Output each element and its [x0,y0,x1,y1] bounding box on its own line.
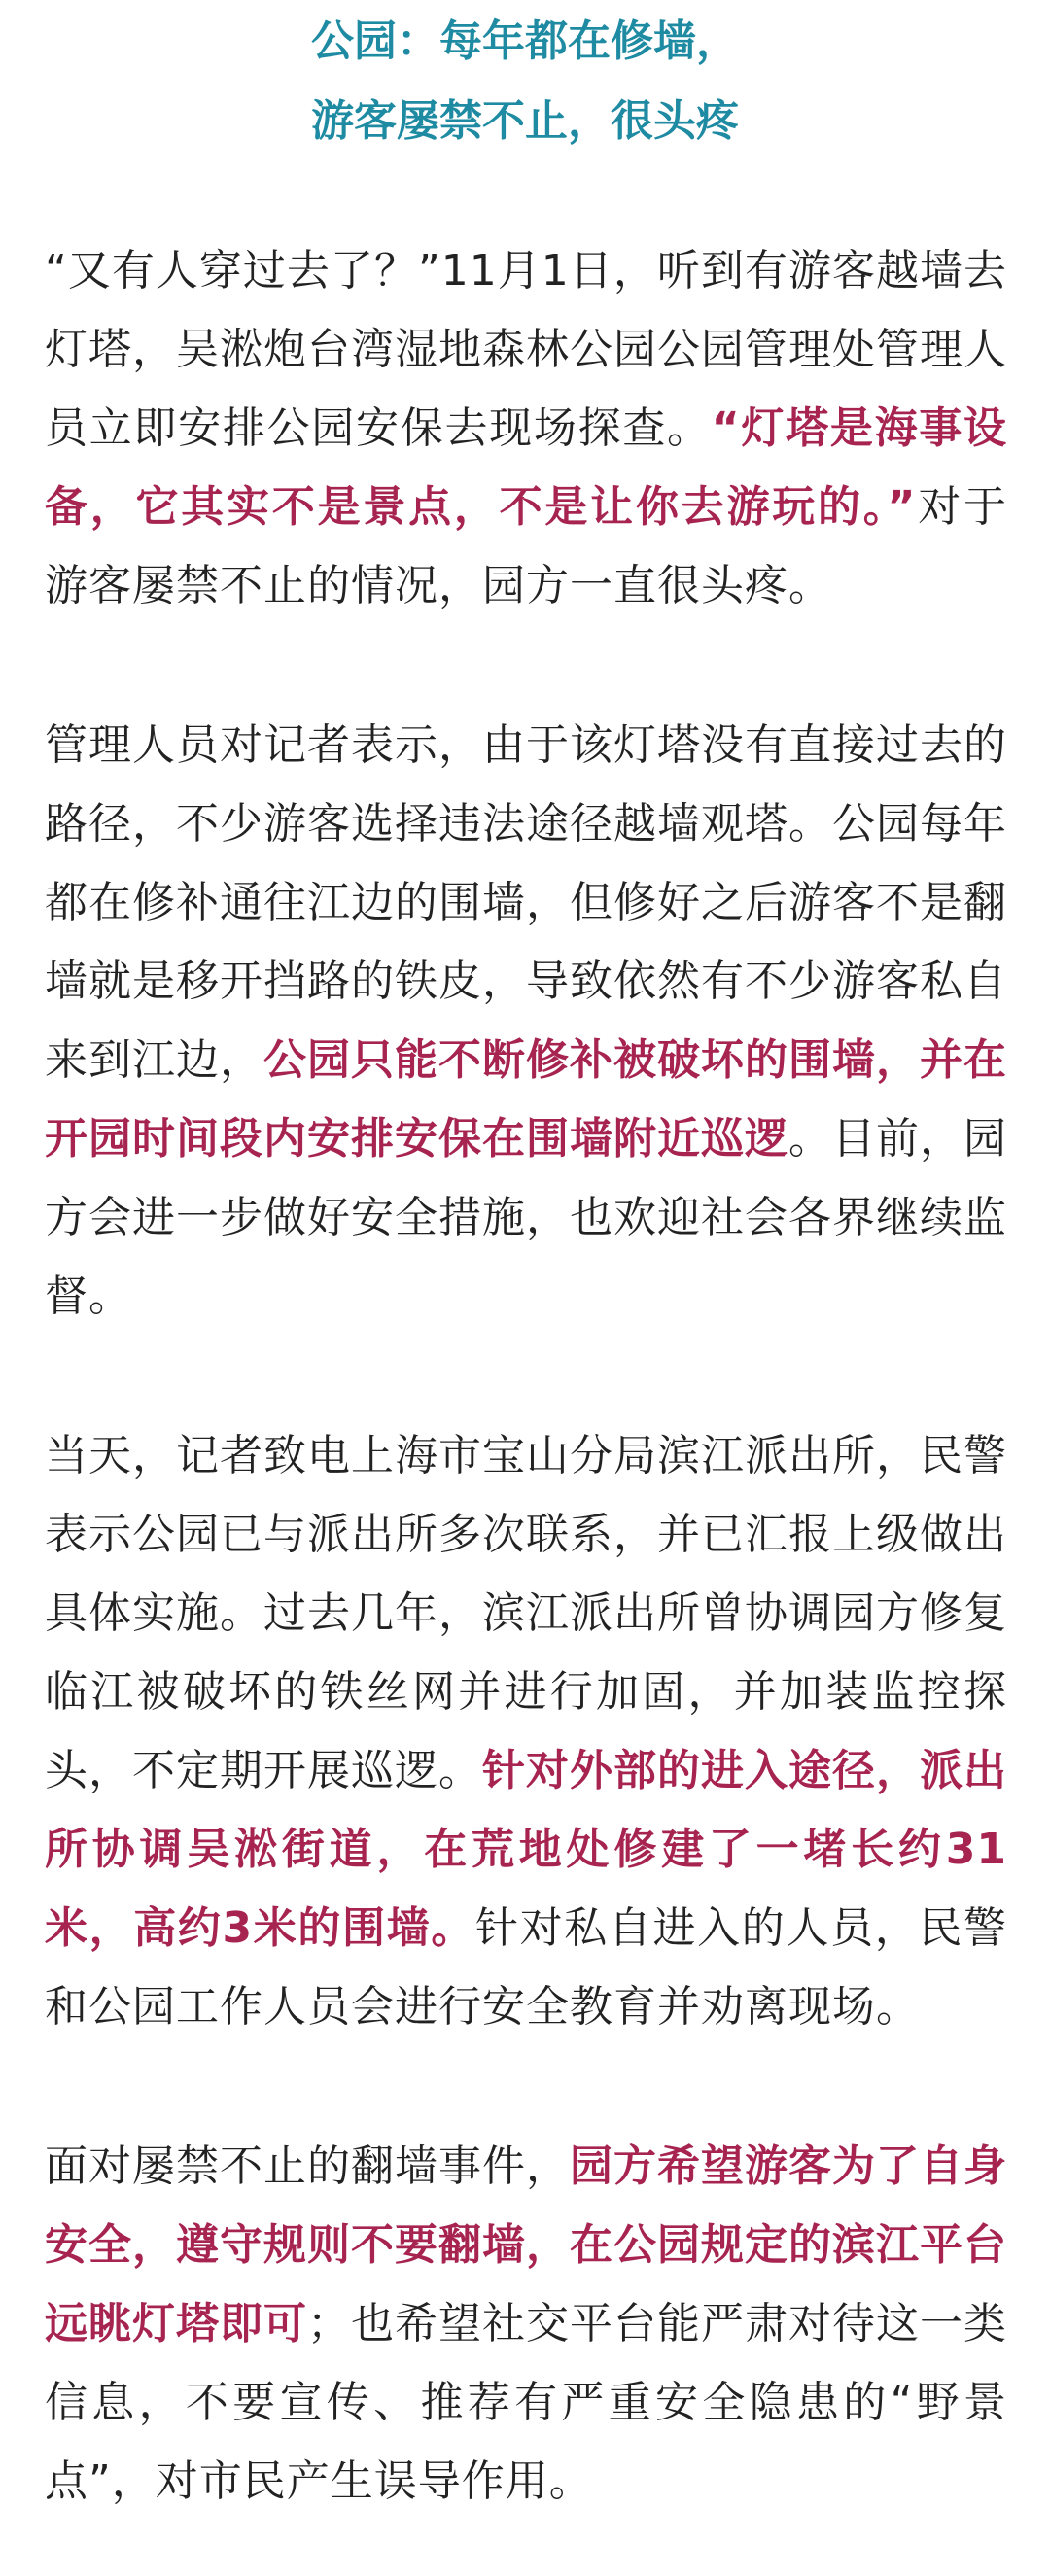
paragraph-4-text: 面对屡禁不止的翻墙事件， [45,2141,570,2191]
article-heading [0,0,1050,161]
heading-line-1: 公园：每年都在修墙， [311,17,739,66]
paragraph-3-highlight: 针对外部的进入途径，派出所协调吴淞街道，在荒地处修建了一堵长约31米，高约3米的围墙。 [45,1746,1007,1953]
paragraph-2 [45,706,1007,1336]
paragraph-1 [45,231,1007,625]
paragraph-2-text-end: 。目前，园方会进一步做好安全措施，也欢迎社会各界继续监督。 [45,1114,1007,1321]
paragraph-1-text: “又有人穿过去了？”11月1日，听到有游客越墙去灯塔，吴淞炮台湾湿地森林公园公园管理处管理人员立即安排公园安保去现场探查。 [45,246,1007,453]
paragraph-4 [45,2127,1007,2521]
paragraph-2-highlight: 公园只能不断修补被破坏的围墙，并在开园时间段内安排安保在围墙附近巡逻 [45,1035,1007,1164]
paragraph-3-text: 当天，记者致电上海市宝山分局滨江派出所，民警表示公园已与派出所多次联系，并已汇报上级做出具体实施。过去几年，滨江派出所曾协调园方修复临江被破坏的铁丝网并进行加固，并加装监控探头，不定期开展巡逻。 [45,1431,1007,1795]
paragraph-1-text-end: 对于游客屡禁不止的情况，园方一直很头疼。 [45,482,1007,610]
paragraph-2-text: 管理人员对记者表示，由于该灯塔没有直接过去的路径，不少游客选择违法途径越墙观塔。公园每年都在修补通往江边的围墙，但修好之后游客不是翻墙就是移开挡路的铁皮，导致依然有不少游客私自来到江边， [45,720,1007,1085]
heading-line-2: 游客屡禁不止，很头疼 [311,96,739,146]
paragraph-3-text-end: 针对私自进入的人员，民警和公园工作人员会进行安全教育并劝离现场。 [45,1903,1007,2032]
paragraph-4-text-end: ；也希望社交平台能严肃对待这一类信息，不要宣传、推荐有严重安全隐患的“野景点”，对市民产生误导作用。 [45,2299,1007,2506]
article-body [0,231,1050,2521]
paragraph-1-highlight: “灯塔是海事设备，它其实不是景点，不是让你去游玩的。” [45,403,1008,532]
paragraph-4-highlight: 园方希望游客为了自身安全，遵守规则不要翻墙，在公园规定的滨江平台远眺灯塔即可 [45,2141,1007,2349]
paragraph-3 [45,1416,1007,2046]
